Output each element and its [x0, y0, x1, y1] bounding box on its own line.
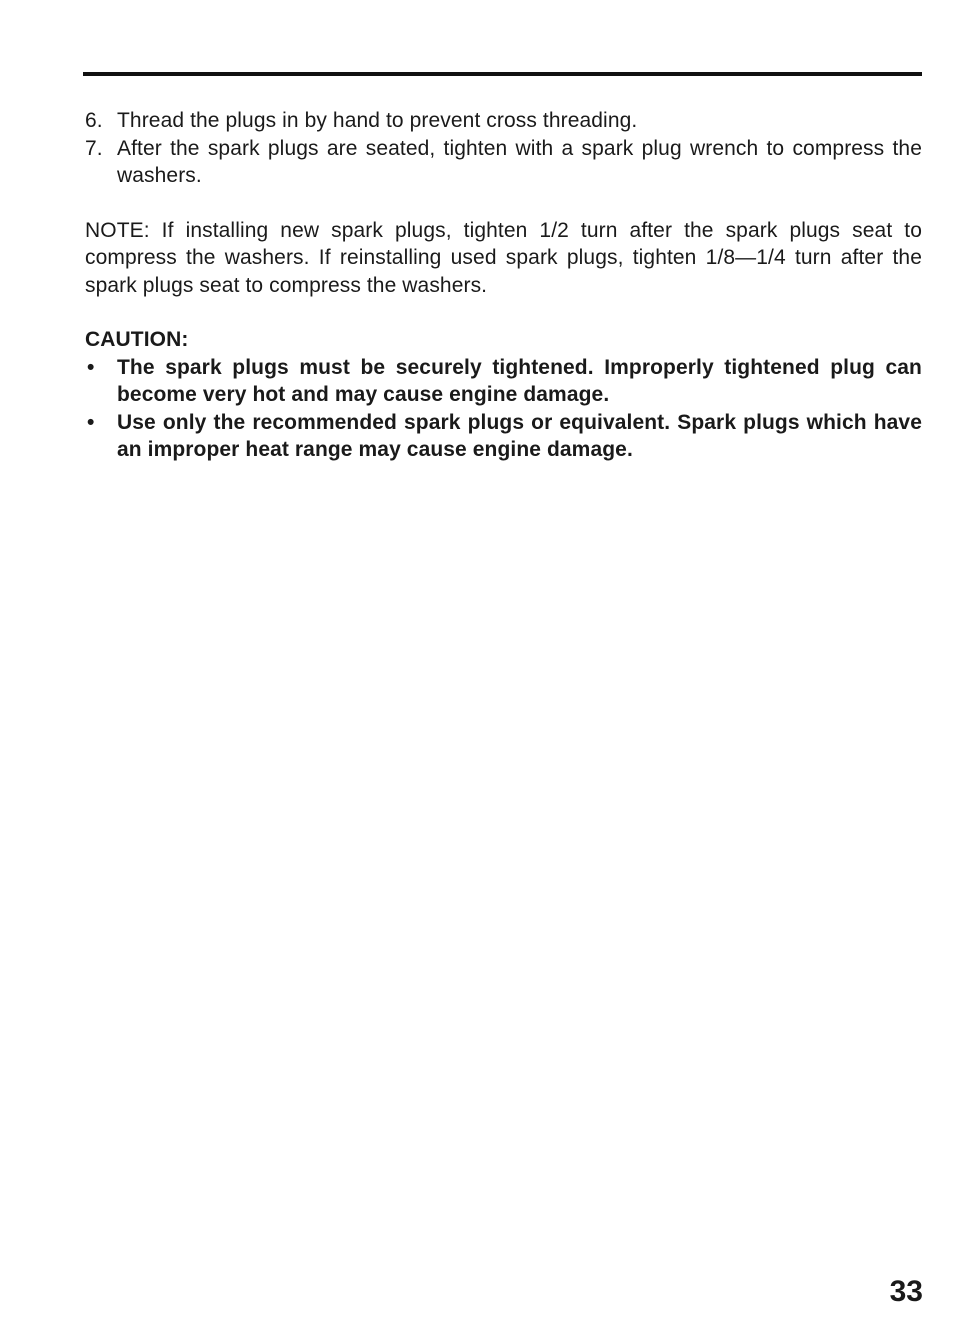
steps-list	[85, 107, 922, 190]
caution-heading: CAUTION:	[85, 328, 189, 351]
note-paragraph: NOTE: If installing new spark plugs, tighten 1/2 turn after the spark plugs seat to compress the washers. If reinstalling used spark plugs, tighten 1/8—1/4 turn after the spark plugs seat to compress the washers.	[85, 218, 922, 297]
step-number: 7.	[85, 136, 103, 160]
caution-text: The spark plugs must be securely tightened. Improperly tightened plug can become very hot and may cause engine damage.	[117, 355, 922, 406]
step-text: After the spark plugs are seated, tighten with a spark plug wrench to compress the washers.	[117, 136, 922, 187]
top-rule	[83, 72, 922, 76]
caution-list	[85, 354, 922, 464]
list-item	[85, 409, 922, 464]
caution-text: Use only the recommended spark plugs or equivalent. Spark plugs which have an improper heat range may cause engine damage.	[117, 410, 922, 461]
bullet-icon: •	[87, 355, 95, 379]
page-content	[85, 107, 922, 464]
step-number: 6.	[85, 109, 103, 132]
bullet-icon: •	[87, 410, 95, 434]
list-item	[85, 107, 922, 135]
step-text: Thread the plugs in by hand to prevent cross threading.	[117, 109, 638, 132]
page-number: 33	[889, 1275, 923, 1308]
list-item	[85, 135, 922, 190]
list-item	[85, 354, 922, 409]
